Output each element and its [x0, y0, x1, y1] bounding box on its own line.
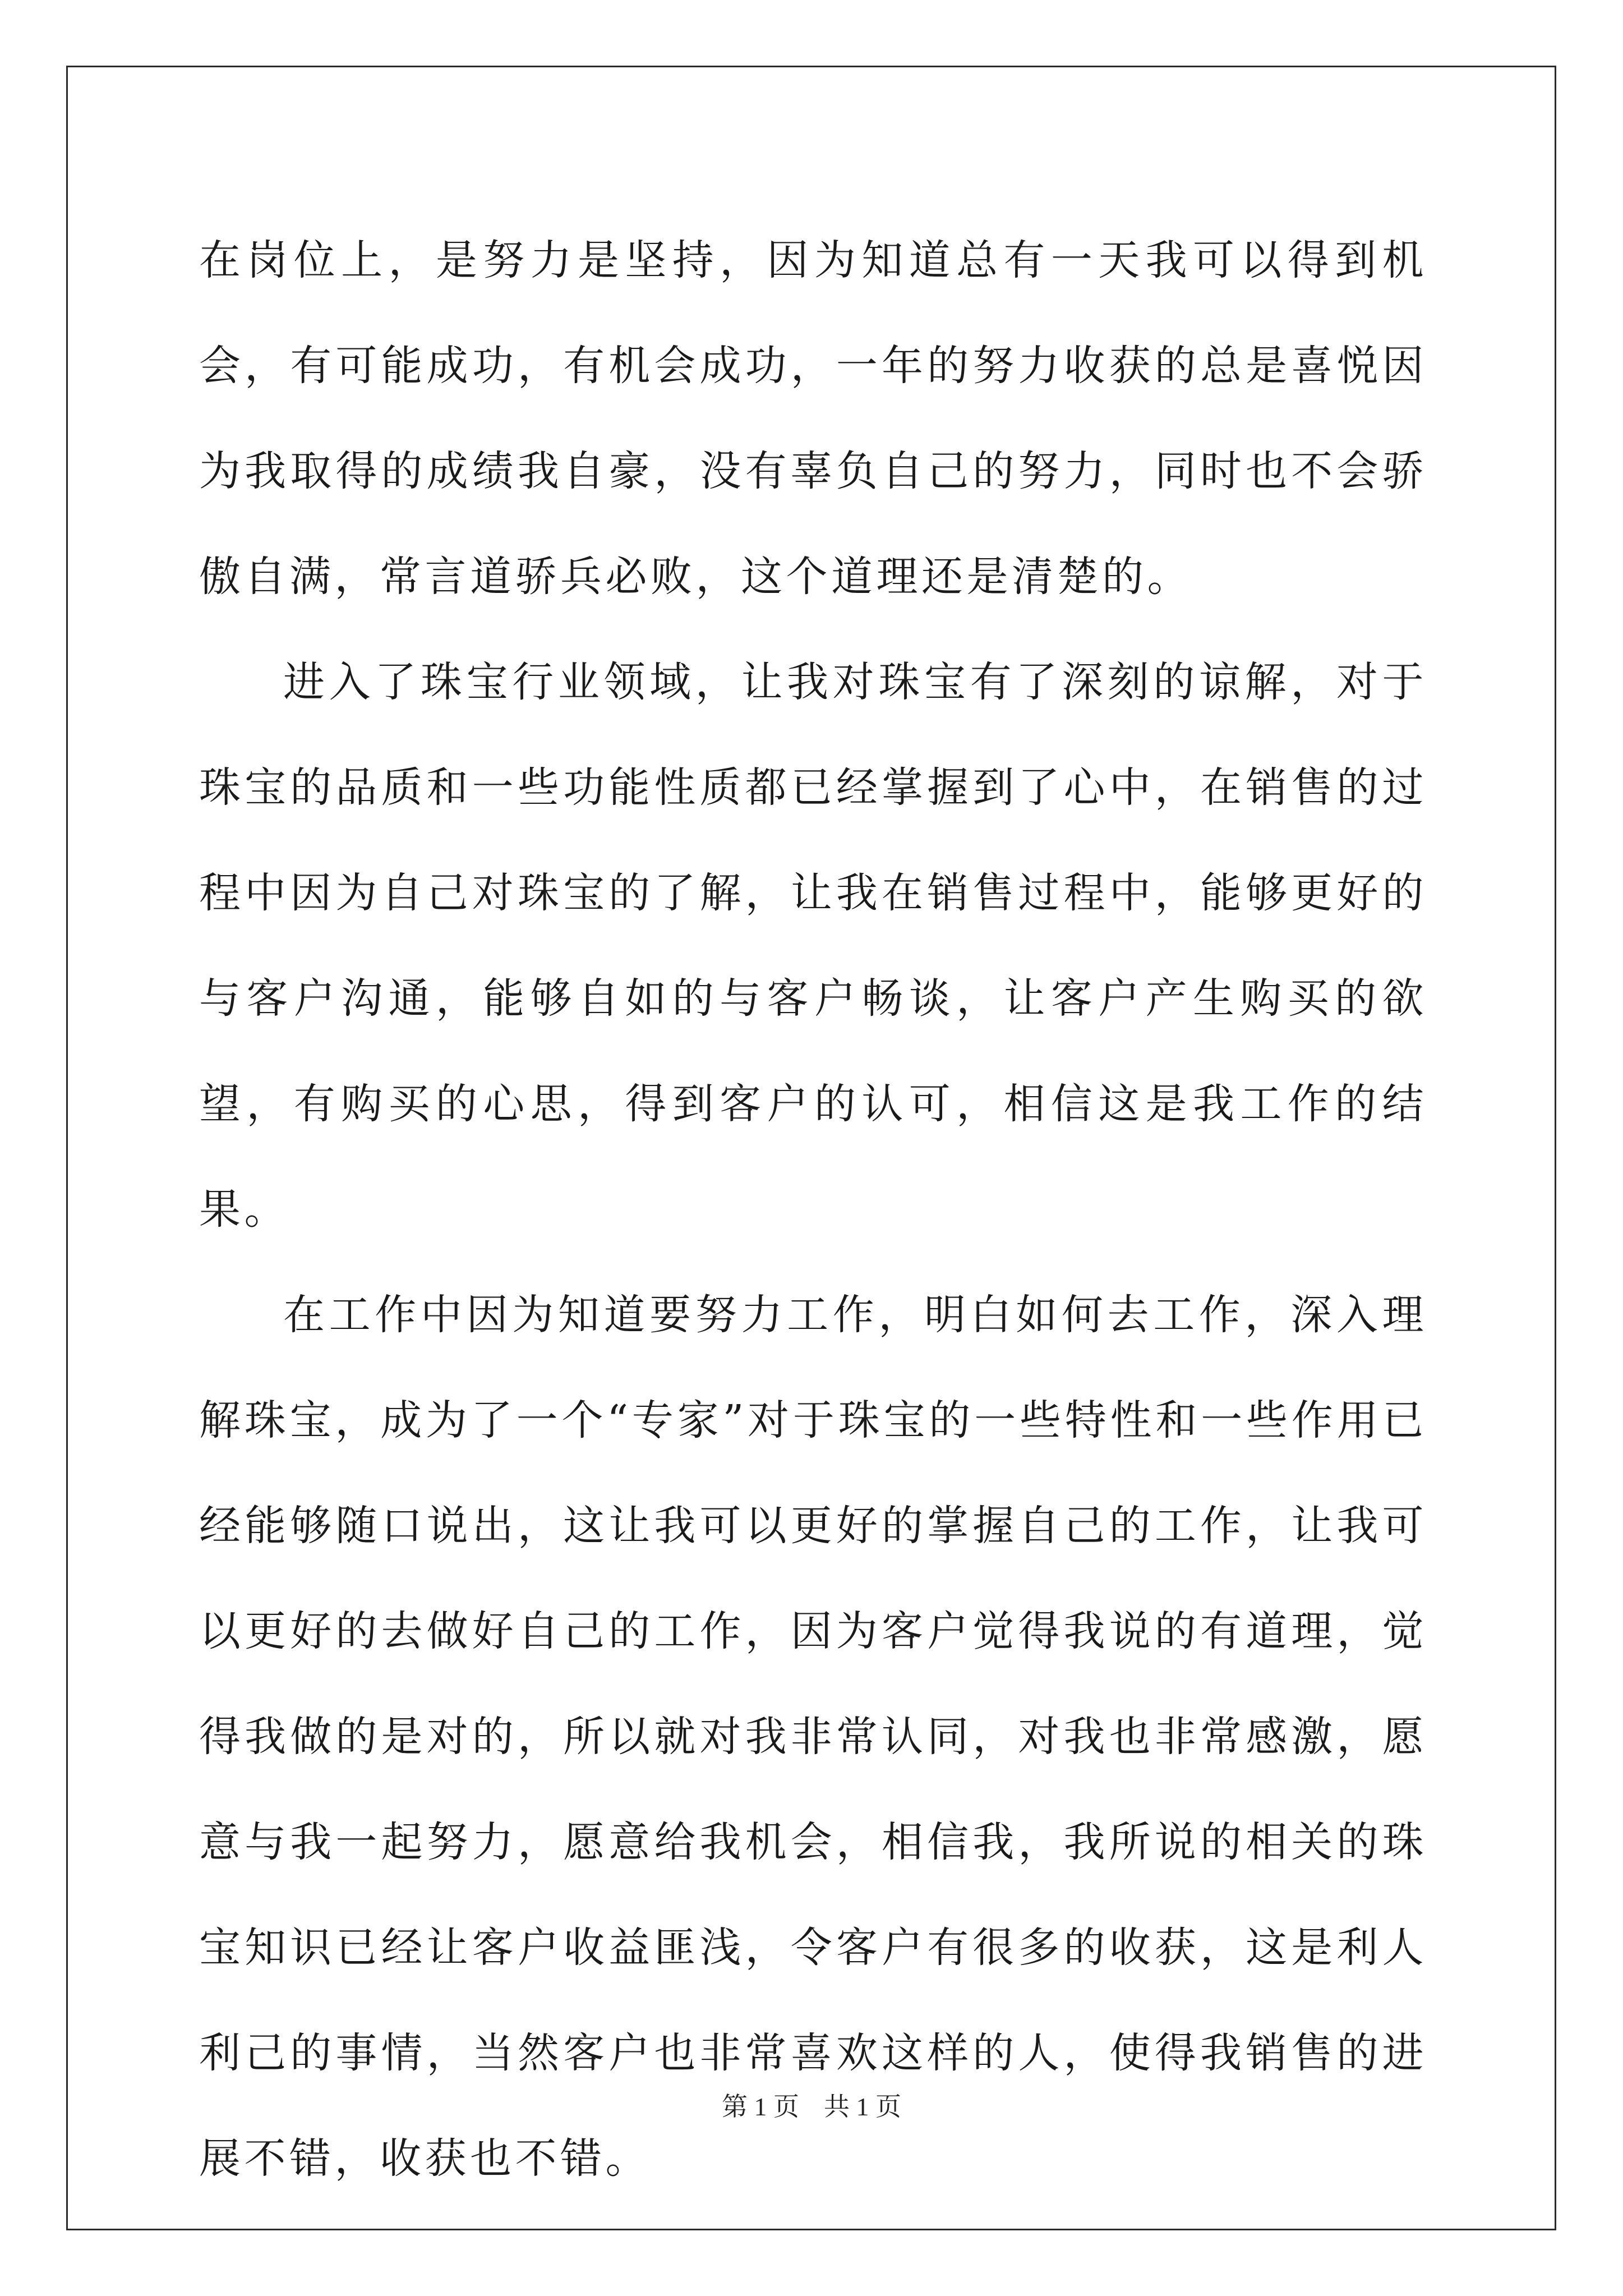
- document-body: [199, 208, 1427, 2211]
- paragraph-1: 在岗位上，是努力是坚持，因为知道总有一天我可以得到机会，有可能成功，有机会成功，一年的努力收获的总是喜悦因为我取得的成绩我自豪，没有辜负自己的努力，同时也不会骄傲自满，常言道骄兵必败，这个道理还是清楚的。: [199, 236, 1427, 601]
- page-footer: [0, 2090, 1623, 2124]
- page-total: 共 1 页: [824, 2092, 901, 2121]
- paragraph-3: 在工作中因为知道要努力工作，明白如何去工作，深入理解珠宝，成为了一个“专家”对于珠宝的一些特性和一些作用已经能够随口说出，这让我可以更好的掌握自己的工作，让我可以更好的去做好自己的工作，因为客户觉得我说的有道理，觉得我做的是对的，所以就对我非常认同，对我也非常感激，愿意与我一起努力，愿意给我机会，相信我，我所说的相关的珠宝知识已经让客户收益匪浅，令客户有很多的收获，这是利人利己的事情，当然客户也非常喜欢这样的人，使得我销售的进展不错，收获也不错。: [199, 1291, 1427, 2183]
- page-number: 第 1 页: [722, 2092, 799, 2121]
- paragraph-2: 进入了珠宝行业领域，让我对珠宝有了深刻的谅解，对于珠宝的品质和一些功能性质都已经掌握到了心中，在销售的过程中因为自己对珠宝的了解，让我在销售过程中，能够更好的与客户沟通，能够自如的与客户畅谈，让客户产生购买的欲望，有购买的心思，得到客户的认可，相信这是我工作的结果。: [199, 658, 1427, 1234]
